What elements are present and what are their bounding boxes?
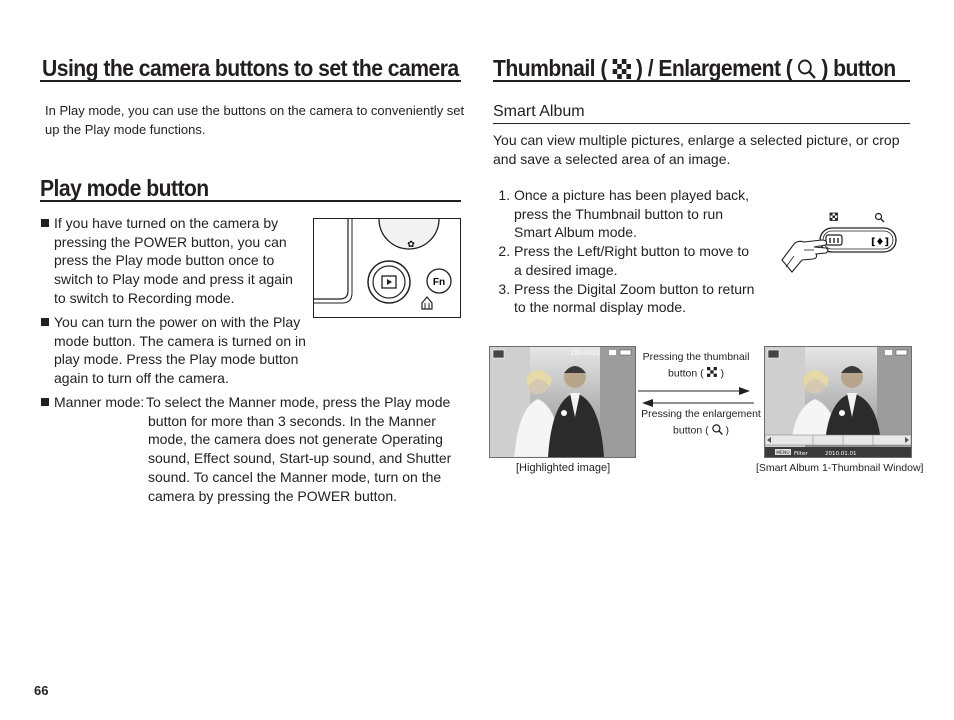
section-title-play-mode: Play mode button <box>40 175 209 201</box>
screen-menu-label: MENU <box>776 451 790 456</box>
step-item: 3. Press the Digital Zoom button to return to the normal display mode. <box>514 280 755 317</box>
subtitle-rule <box>493 123 910 124</box>
arrow-label-enlargement <box>636 407 766 439</box>
highlighted-image-screen <box>489 346 636 458</box>
section-intro: In Play mode, you can use the buttons on the camera to conveniently set up the Play mode functions. <box>45 103 465 137</box>
thumbnail-icon <box>830 213 838 221</box>
bullet-text-play-power: You can turn the power on with the Play mode button. The camera is turned on in play mode. Press the Play mode button again to turn off the camera. <box>54 314 306 387</box>
title-part-button: ) button <box>821 55 896 81</box>
bullet-label-manner-mode: Manner mode: <box>54 394 145 410</box>
arrow-label-text: button ( <box>673 424 709 437</box>
steps-list <box>493 186 755 317</box>
arrow-label-thumbnail <box>636 350 756 382</box>
title-part-enlargement: ) / Enlargement ( <box>635 55 793 81</box>
bullet-marker <box>41 398 49 406</box>
thumbnail-icon <box>707 366 718 382</box>
magnifier-icon <box>876 214 885 223</box>
step-item: 1. Once a picture has been played back, press the Thumbnail button to run Smart Album mode. <box>514 186 755 242</box>
arrow-label-text: ) <box>725 424 729 437</box>
magnifier-icon <box>712 423 723 439</box>
caption-highlighted-image: [Highlighted image] <box>516 462 611 474</box>
title-rule <box>40 200 461 202</box>
smart-album-thumbnail-screen <box>764 346 912 458</box>
svg-text:Fn: Fn <box>432 277 446 288</box>
arrow-label-text: ) <box>720 367 724 380</box>
section-title-camera-buttons: Using the camera buttons to set the camera <box>42 55 459 81</box>
screen-file-counter: 100-0010 <box>570 350 600 357</box>
title-rule <box>493 80 910 82</box>
caption-smart-album-window: [Smart Album 1-Thumbnail Window] <box>756 462 924 474</box>
page-number: 66 <box>34 683 49 698</box>
arrow-label-line <box>636 423 766 439</box>
bullet-text-power: If you have turned on the camera by pressing the POWER button, you can press the Play mode button once to switch to Play mode and press it again to switch to Recording mode. <box>54 215 293 306</box>
arrow-label-line: Pressing the enlargement <box>641 408 761 420</box>
title-rule <box>40 80 461 82</box>
zoom-lever-illustration <box>780 210 900 274</box>
screen-filter-label: Filter <box>794 451 808 457</box>
bullet-text-manner-mode: To select the Manner mode, press the Play mode button for more than 3 seconds. In the Manner mode, the camera does not generate Operating sound, Effect sound, Start-up sound, and Shutter sound. To cancel the Manner mode, turn on the camera by pressing the POWER button. <box>146 394 452 504</box>
camera-buttons-illustration <box>313 218 461 318</box>
smart-album-intro: You can view multiple pictures, enlarge a selected picture, or crop and save a selected area of an image. <box>493 132 900 167</box>
arrow-label-text: button ( <box>668 367 704 380</box>
subsection-title-smart-album: Smart Album <box>493 103 585 120</box>
title-part-thumbnail: Thumbnail ( <box>493 55 607 81</box>
bullet-marker <box>41 219 49 227</box>
arrow-label-line: Pressing the thumbnail <box>642 351 750 363</box>
svg-text:✿: ✿ <box>407 240 415 250</box>
bullet-marker <box>41 318 49 326</box>
arrow-label-line <box>636 366 756 382</box>
screen-date: 2010.01.01 <box>825 451 857 457</box>
step-item: 2. Press the Left/Right button to move to a desired image. <box>514 242 755 279</box>
svg-text:[♦]: [♦] <box>870 237 890 248</box>
